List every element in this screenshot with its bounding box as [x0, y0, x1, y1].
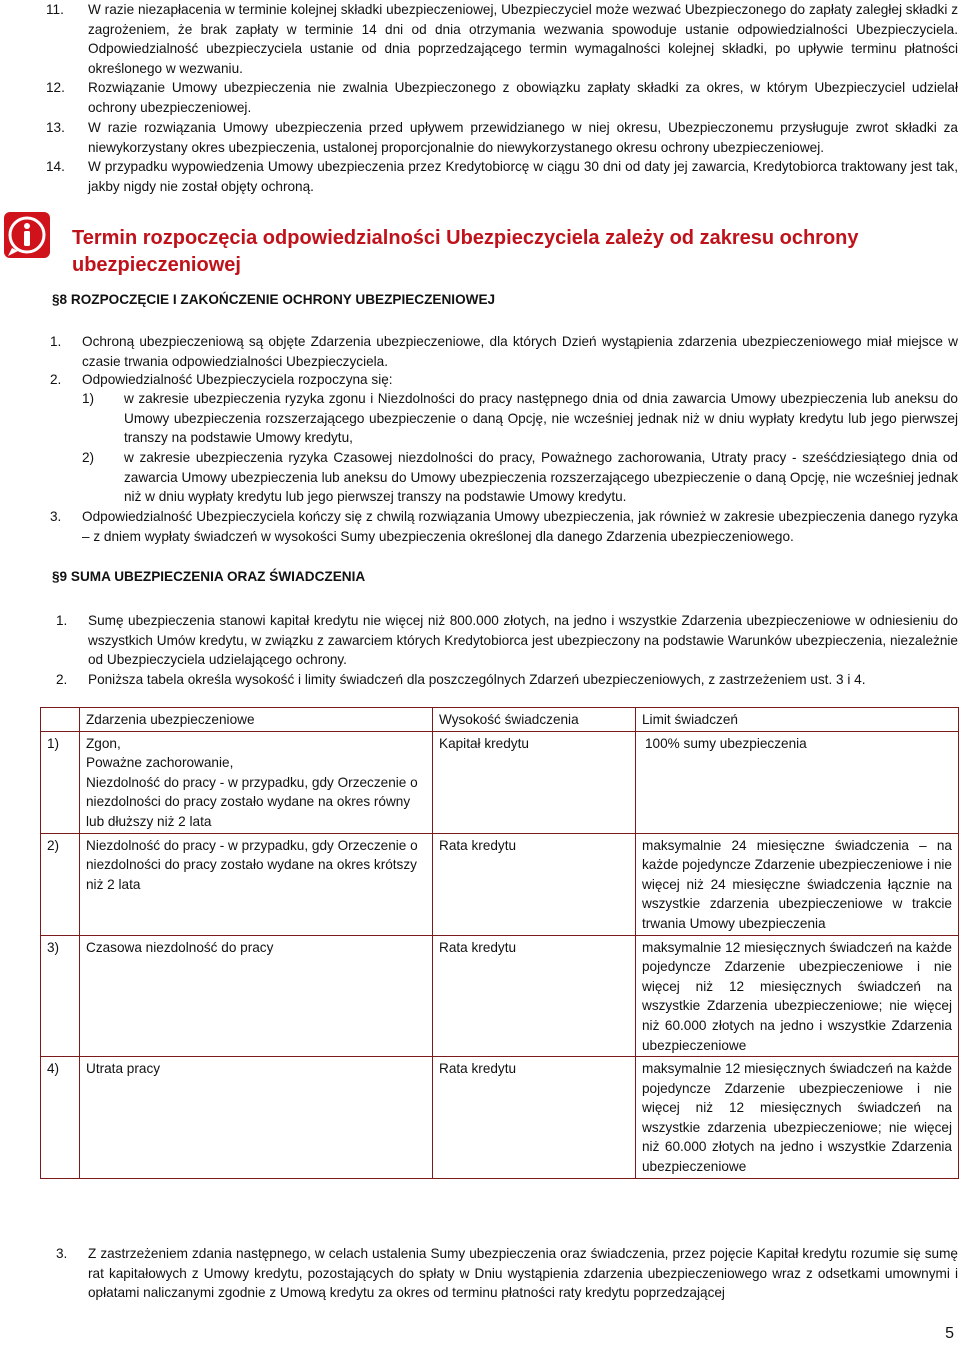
- list-item: [0, 118, 960, 157]
- row-number: 1): [41, 731, 80, 833]
- benefits-table: [40, 707, 959, 1179]
- section9-body: [0, 611, 960, 690]
- item-number: 12.: [46, 80, 65, 95]
- table-header-row: [41, 708, 959, 732]
- item-text: Odpowiedzialność Ubezpieczyciela kończy się z chwilą rozwiązania Umowy ubezpieczenia, jak również w zakresie ubezpieczenia danego ryzyka – z dniem wypłaty świadczeń w wysokości Sumy ubezpieczenia określonej dla danego Zdarzenia ubezpieczeniowego.: [82, 509, 958, 544]
- amount-cell: Rata kredytu: [433, 1057, 636, 1179]
- item-text: Rozwiązanie Umowy ubezpieczenia nie zwalnia Ubezpieczonego z obowiązku zapłaty składki za okres, w którym Ubezpieczyciel udzielał ochrony ubezpieczeniowej.: [88, 80, 958, 115]
- event-cell: Utrata pracy: [80, 1057, 433, 1179]
- amount-cell: Kapitał kredytu: [433, 731, 636, 833]
- list-item: [0, 332, 960, 370]
- item-text: W przypadku wypowiedzenia Umowy ubezpieczenia przez Kredytobiorcę w ciągu 30 dni od daty jej zawarcia, Kredytobiorca traktowany jest tak, jakby nigdy nie został objęty ochroną.: [88, 159, 958, 194]
- section-heading: §9 SUMA UBEZPIECZENIA ORAZ ŚWIADCZENIA: [52, 569, 366, 584]
- item-number: 14.: [46, 159, 65, 174]
- table-row: [41, 935, 959, 1057]
- table-row: [41, 1057, 959, 1179]
- event-cell: Zgon, Poważne zachorowanie, Niezdolność do pracy - w przypadku, gdy Orzeczenie o niezdolności do pracy zostało wydane na okres równy lub dłuższy niż 2 lata: [80, 731, 433, 833]
- sub-list-item: [0, 448, 960, 507]
- limit-cell: maksymalnie 12 miesięcznych świadczeń na każde pojedyncze Zdarzenie ubezpieczeniowe i nie więcej niż 12 miesięcznych świadczeń na wszystkie zdarzenia ubezpieczeniowe; nie więcej niż 60.000 złotych na jedno i wszystkie Zdarzenia ubezpieczeniowe: [636, 1057, 959, 1179]
- item-text: W razie rozwiązania Umowy ubezpieczenia przed upływem przewidzianego w niej okresu, Ubezpieczonemu przysługuje zwrot składki za niewykorzystany okres ubezpieczenia, ustalonej proporcjonalnie do niewykorzystanego okresu ochrony ubezpieczeniowej.: [88, 120, 958, 155]
- item-number: 1): [82, 391, 95, 406]
- item-text: W razie niezapłacenia w terminie kolejnej składki ubezpieczeniowej, Ubezpieczyciel może wezwać Ubezpieczonego do zapłaty zaległej składki z zagrożeniem, że brak zapłaty w terminie 14 dni od dnia otrzymania wezwania spowoduje ustanie odpowiedzialności Ubezpieczyciela. Odpowiedzialność ubezpieczyciela ustanie od dnia poprzedzającego termin wymagalności kolejnej składki, po upływie terminu płatności określonego w wezwaniu.: [88, 2, 958, 76]
- item-text: w zakresie ubezpieczenia ryzyka zgonu i Niezdolności do pracy następnego dnia od dnia zawarcia Umowy ubezpieczenia lub aneksu do Umowy ubezpieczenia rozszerzającego ubezpieczenie o daną Opcję, nie wcześniej jednak niż w dniu wypłaty kredytu lub jego pierwszej transzy na podstawie Umowy kredytu,: [124, 391, 958, 445]
- item-number: 3.: [56, 1246, 68, 1261]
- section9-continued: [0, 1244, 960, 1304]
- limit-cell: maksymalnie 24 miesięczne świadczenia – na każde pojedyncze Zdarzenie ubezpieczeniowe i nie więcej niż 24 miesięczne świadczenia łącznie na wszystkie zdarzenia ubezpieczeniowe w trakcie trwania Umowy ubezpieczenia: [636, 833, 959, 935]
- info-icon: [4, 212, 50, 258]
- event-cell: Czasowa niezdolność do pracy: [80, 935, 433, 1057]
- header-cell: Wysokość świadczenia: [433, 708, 636, 732]
- amount-cell: Rata kredytu: [433, 833, 636, 935]
- row-number: 4): [41, 1057, 80, 1179]
- item-number: 3.: [50, 509, 62, 524]
- item-number: 11.: [46, 2, 64, 17]
- sub-list-item: [0, 389, 960, 448]
- callout-text: Termin rozpoczęcia odpowiedzialności Ubezpieczyciela zależy od zakresu ochrony ubezpieczeniowej: [72, 227, 859, 276]
- item-number: 13.: [46, 120, 65, 135]
- limit-cell: 100% sumy ubezpieczenia: [636, 731, 959, 833]
- item-text: Z zastrzeżeniem zdania następnego, w celach ustalenia Sumy ubezpieczenia oraz świadczenia, przez pojęcie Kapitał kredytu rozumie się sumę rat kapitałowych z Umowy kredytu, pozostających do spłaty w Dniu wystąpienia zdarzenia ubezpieczeniowego wraz z odsetkami umownymi i opłatami naliczanymi zgodnie z Umową kredytu za okres od terminu płatności raty kredytu poprzedzającej: [88, 1246, 958, 1300]
- item-number: 1.: [56, 613, 68, 628]
- info-callout: [0, 212, 960, 282]
- item-number: 2.: [56, 672, 68, 687]
- list-item: [0, 611, 960, 670]
- item-text: Ochroną ubezpieczeniową są objęte Zdarzenia ubezpieczeniowe, dla których Dzień wystąpienia zdarzenia ubezpieczeniowego miał miejsce w czasie trwania odpowiedzialności Ubezpieczyciela.: [82, 334, 958, 369]
- list-item: [0, 370, 960, 389]
- header-cell: [41, 708, 80, 732]
- list-item: [0, 0, 960, 78]
- item-number: 1.: [50, 334, 62, 349]
- section8-body: [0, 332, 960, 547]
- event-cell: Niezdolność do pracy - w przypadku, gdy Orzeczenie o niezdolności do pracy zostało wydane na okres krótszy niż 2 lata: [80, 833, 433, 935]
- item-number: 2): [82, 450, 95, 465]
- row-number: 2): [41, 833, 80, 935]
- row-number: 3): [41, 935, 80, 1057]
- item-text: Odpowiedzialność Ubezpieczyciela rozpoczyna się:: [82, 372, 393, 387]
- item-number: 2.: [50, 372, 62, 387]
- page-number: 5: [945, 1325, 954, 1342]
- list-item: [0, 78, 960, 118]
- header-cell: Zdarzenia ubezpieczeniowe: [80, 708, 433, 732]
- intro-list: [0, 0, 960, 197]
- list-item: [0, 1244, 960, 1304]
- table-row: [41, 833, 959, 935]
- header-cell: Limit świadczeń: [636, 708, 959, 732]
- list-item: [0, 670, 960, 690]
- item-text: Sumę ubezpieczenia stanowi kapitał kredytu nie więcej niż 800.000 złotych, na jedno i wszystkie Zdarzenia ubezpieczeniowe w odniesieniu do wszystkich Umów kredytu, w związku z zawarciem których Kredytobiorca jest ubezpieczony na podstawie Warunków ubezpieczenia, niezależnie od Ubezpieczyciela udzielającego ochrony.: [88, 613, 958, 667]
- list-item: [0, 507, 960, 547]
- amount-cell: Rata kredytu: [433, 935, 636, 1057]
- item-text: w zakresie ubezpieczenia ryzyka Czasowej niezdolności do pracy, Poważnego zachorowania, Utraty pracy - sześćdziesiątego dnia od zawarcia Umowy ubezpieczenia lub aneksu do Umowy ubezpieczenia rozszerzającego ubezpieczenie o daną Opcję, nie wcześniej jednak niż w dniu wypłaty kredytu lub jego pierwszej transzy na podstawie Umowy kredytu.: [124, 450, 958, 504]
- limit-cell: maksymalnie 12 miesięcznych świadczeń na każde pojedyncze Zdarzenie ubezpieczeniowe i nie więcej niż 12 miesięcznych świadczeń na wszystkie Zdarzenia ubezpieczeniowe; nie więcej niż 60.000 złotych na jedno i wszystkie Zdarzenia ubezpieczeniowe: [636, 935, 959, 1057]
- item-text: Poniższa tabela określa wysokość i limity świadczeń dla poszczególnych Zdarzeń ubezpieczeniowych, z zastrzeżeniem ust. 3 i 4.: [88, 672, 866, 687]
- list-item: [0, 157, 960, 197]
- table-row: [41, 731, 959, 833]
- section-heading: §8 ROZPOCZĘCIE I ZAKOŃCZENIE OCHRONY UBEZPIECZENIOWEJ: [52, 292, 496, 307]
